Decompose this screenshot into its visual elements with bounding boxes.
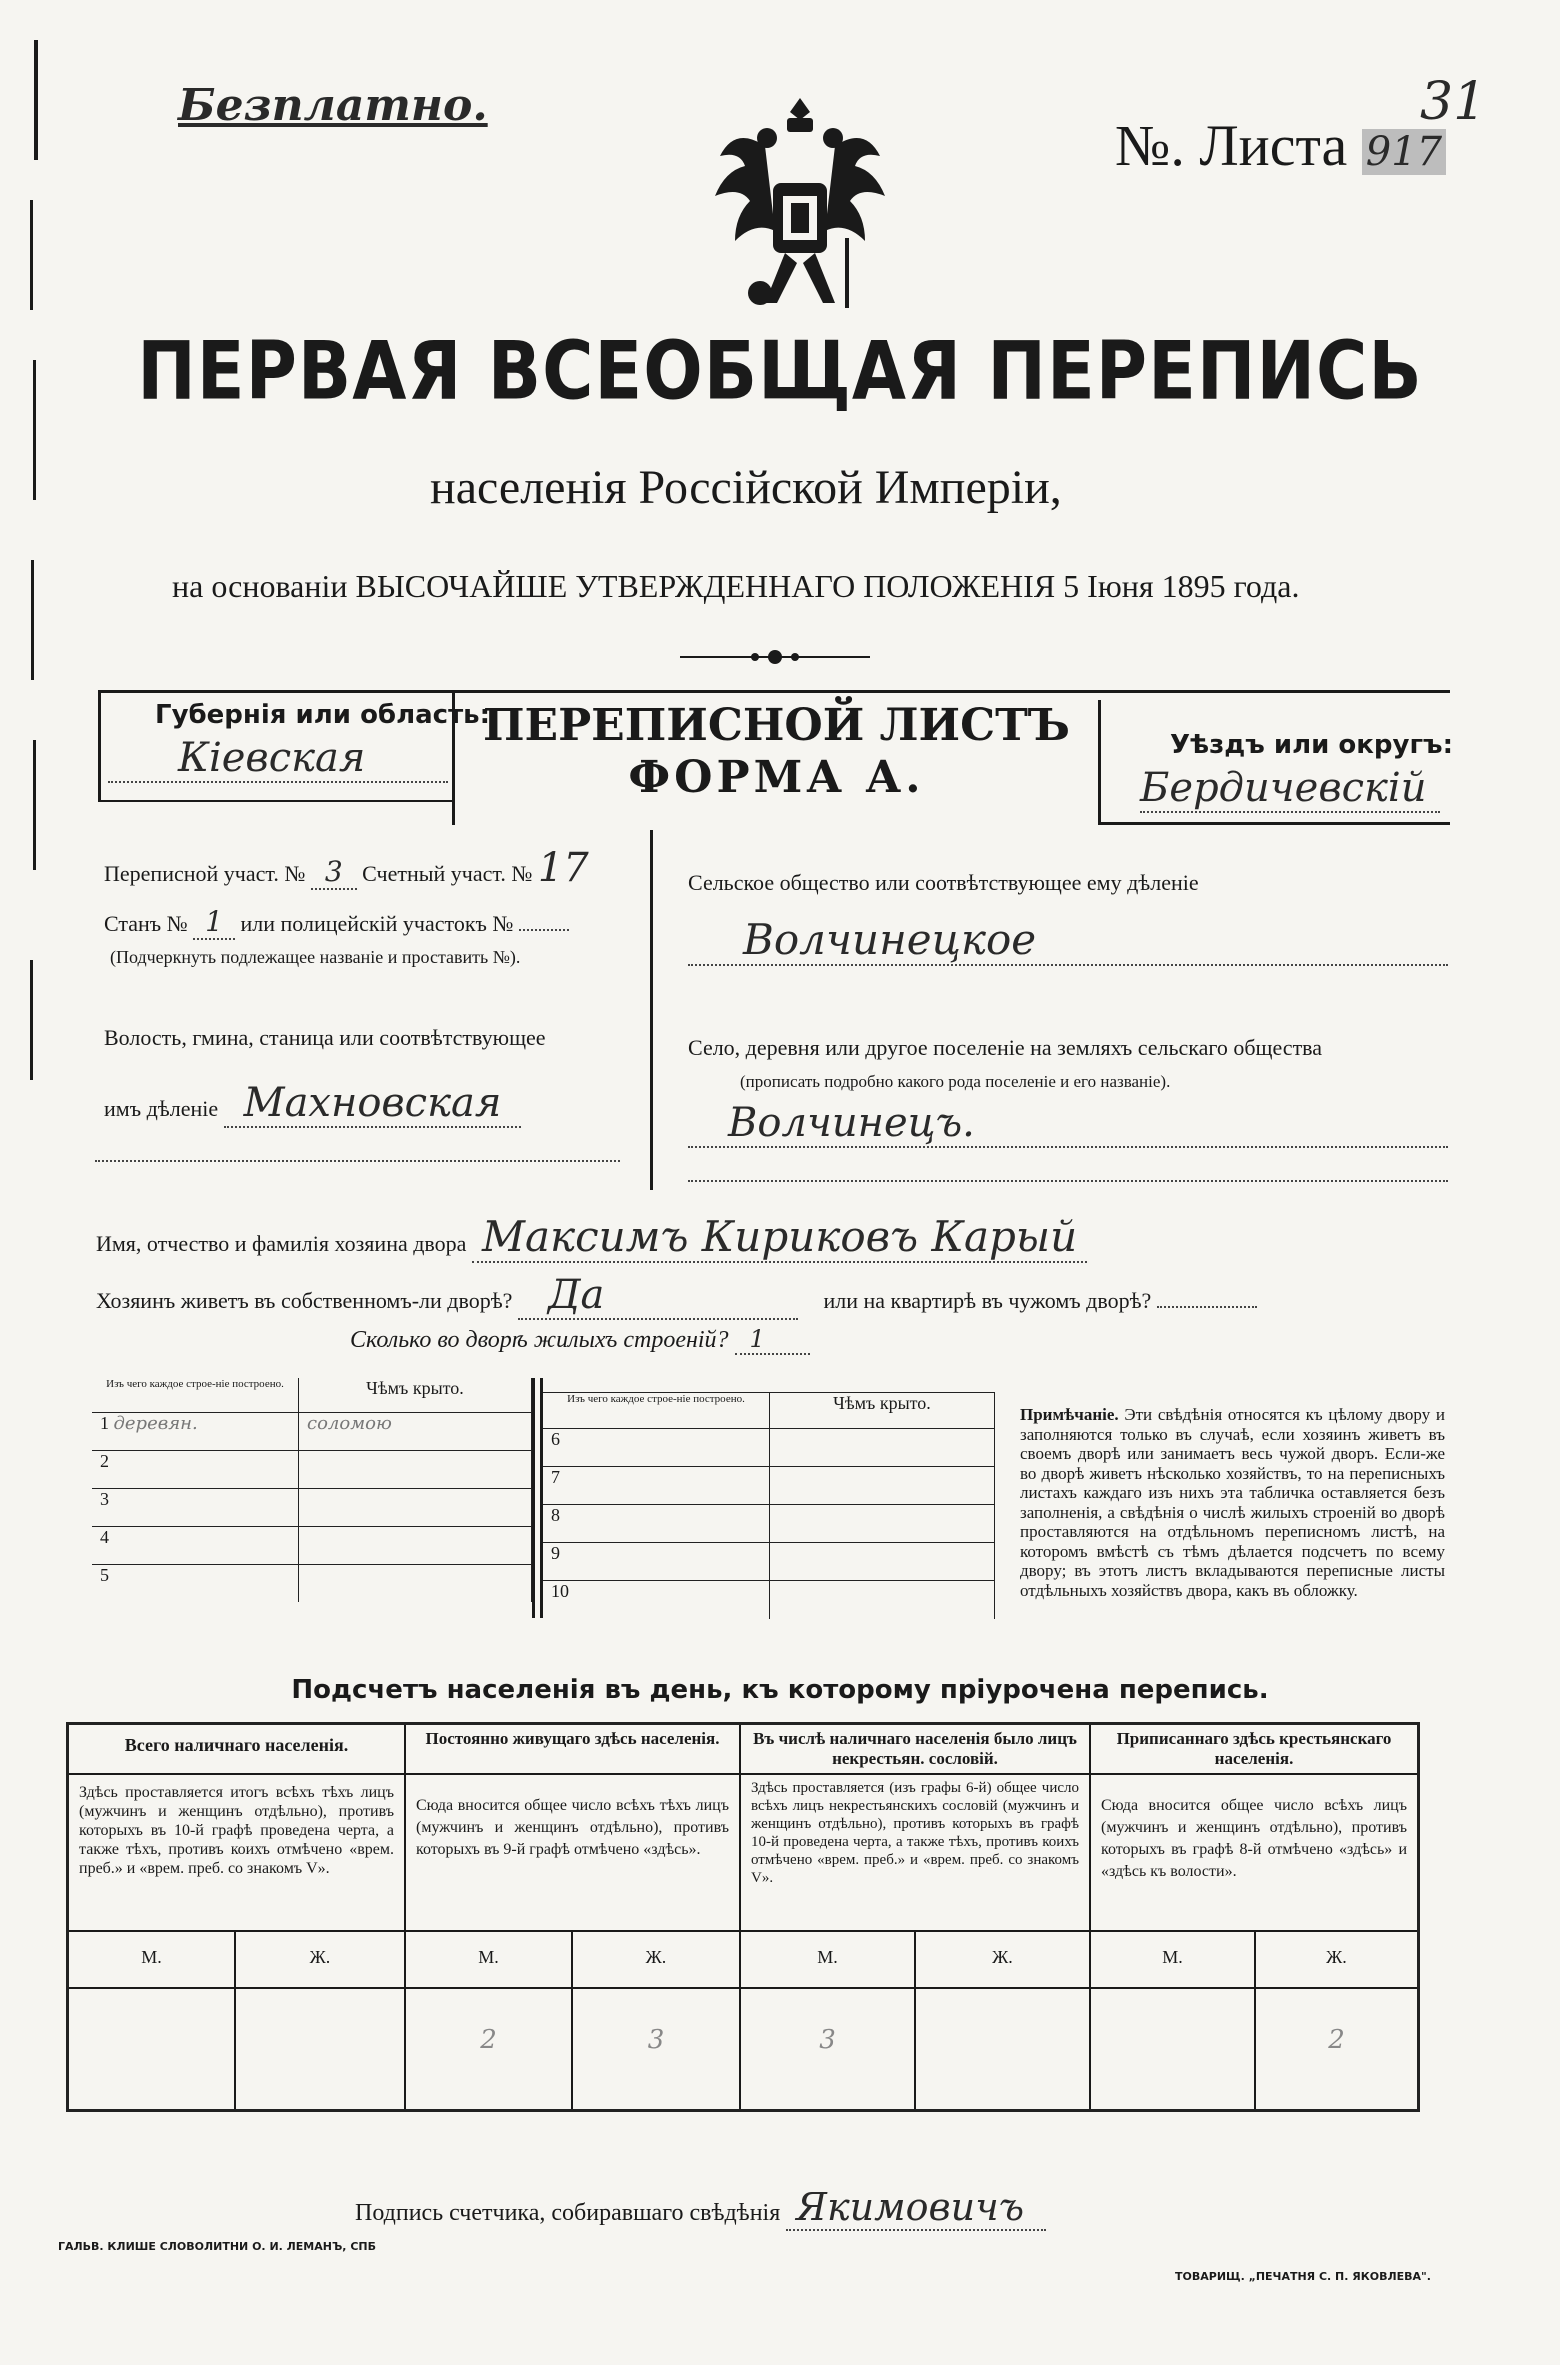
summary-col-3-f-value: 2 (1328, 2025, 1345, 2055)
summary-col-0-header: Всего наличнаго населенія. (124, 1735, 349, 1755)
printer-left: ГАЛЬВ. КЛИШЕ СЛОВОЛИТНИ О. И. ЛЕМАНЪ, СПБ (58, 2240, 376, 2253)
table-row: 1 деревян. (92, 1412, 299, 1450)
summary-col-1-f-label: Ж. (645, 1947, 667, 1967)
table-row: 8 (543, 1505, 770, 1543)
own-yard-label: Хозяинъ живетъ въ собственномъ-ли дворѣ? (96, 1288, 513, 1313)
uezd-label: Уѣздъ или округъ: (1170, 730, 1453, 760)
volost-label-2: имъ дѣленіе (104, 1096, 219, 1121)
sheet-corner-mark: 31 (1420, 72, 1487, 132)
census-district-label: Переписной участ. № (104, 861, 306, 886)
table-row: 6 (543, 1429, 770, 1467)
table-header-material: Изъ чего каждое строе-ніе построено. (92, 1378, 299, 1412)
table-header-material: Изъ чего каждое строе-ніе построено. (543, 1393, 770, 1429)
buildings-table-right (543, 1392, 995, 1619)
note-text: Эти свѣдѣнія относятся къ цѣлому двору и заполняются только въ случаѣ, если хозяинъ живетъ въ своемъ дворѣ или занимаетъ весь чужой дворъ. Если-же во дворѣ живетъ нѣсколько хозяйствъ, то на переписныхъ листахъ каждаго изъ нихъ эта табличка оставляется безъ заполненія, а свѣдѣнія о числѣ жилыхъ строеній во дворѣ проставляются на отдѣльномъ переписномъ листѣ, на которомъ вмѣстѣ съ тѣмъ дѣлается подсчетъ по всему двору; въ этотъ листъ вкладываются переписные листы отдѣльныхъ хозяйствъ двора, какъ въ обложку. (1020, 1405, 1446, 1600)
sheet-number (1115, 112, 1446, 179)
village-hint: (прописать подробно какого рода поселеніе и его названіе). (740, 1072, 1171, 1091)
table-row: 4 (92, 1526, 299, 1564)
summary-col-0-f-label: Ж. (309, 1947, 331, 1967)
summary-col-2-desc: Здѣсь проставляется (изъ графы 6-й) общее число всѣхъ лицъ некрестьянскихъ сословій (мужчинъ и женщинъ отдѣльно), противъ которыхъ въ графѣ 10-й проведена черта, а также тѣхъ, противъ коихъ отмѣчено «врем. преб.» и «врем. преб. со знакомъ V». (751, 1780, 1079, 1886)
summary-col-3-header: Приписаннаго здѣсь крестьянскаго населенія. (1116, 1729, 1392, 1768)
table-row: 5 (92, 1564, 299, 1602)
summary-col-2-m-value: 3 (819, 2025, 836, 2055)
own-yard-row (96, 1272, 1257, 1320)
police-hint: (Подчеркнуть подлежащее названіе и проставить №). (110, 947, 521, 967)
uezd-value: Бердичевскій (1140, 765, 1440, 813)
volost-value: Махновская (224, 1080, 522, 1128)
sheet-no-value: 917 (1362, 129, 1446, 175)
buildings-value: 1 (735, 1325, 810, 1355)
gubernia-label: Губернія или область: (155, 700, 490, 730)
gubernia-value: Кіевская (108, 735, 448, 783)
signature-label: Подпись счетчика, собиравшаго свѣдѣнія (355, 2200, 781, 2226)
summary-col-0-m-label: М. (141, 1947, 162, 1967)
note-block (1020, 1405, 1445, 1600)
volost-row (104, 1080, 521, 1126)
subtitle: населенія Россійской Имперіи, (430, 461, 1062, 514)
summary-col-1-desc: Сюда вносится общее число всѣхъ тѣхъ лицъ (мужчинъ и женщинъ отдѣльно), противъ которыхъ въ 9-й графѣ отмѣчено «здѣсь». (416, 1797, 729, 1858)
summary-col-3-m-label: М. (1162, 1947, 1183, 1967)
buildings-table-left: Изъ чего каждое строе-ніе построено. Чѣмъ крыто. 1 деревян. соломою 2 3 4 5 (92, 1378, 532, 1602)
buildings-label: Сколько во дворѣ жилыхъ строеній? (350, 1327, 729, 1353)
form-title: ПЕРЕПИСНОЙ ЛИСТЪ (483, 700, 1070, 751)
summary-table (66, 1722, 1420, 2112)
summary-col-1-m-value: 2 (480, 2025, 497, 2055)
census-district-value: 3 (311, 855, 357, 890)
police-label: или полицейскій участокъ № (240, 911, 514, 936)
main-title: ПЕРВАЯ ВСЕОБЩАЯ ПЕРЕПИСЬ (137, 323, 1423, 419)
double-headed-eagle-icon (705, 88, 895, 323)
society-value: Волчинецкое (688, 915, 1448, 966)
village-value: Волчинецъ. (688, 1100, 1448, 1148)
summary-title: Подсчетъ населенія въ день, къ которому пріурочена перепись. (291, 1675, 1269, 1705)
summary-col-3-desc: Сюда вносится общее число всѣхъ лицъ (мужчинъ и женщинъ отдѣльно), противъ которыхъ въ графѣ 8-й отмѣчено «здѣсь» и «здѣсь къ волости». (1101, 1797, 1407, 1880)
buildings-row (350, 1325, 810, 1355)
summary-col-1-m-label: М. (478, 1947, 499, 1967)
count-district-label: Счетный участ. № (362, 861, 533, 886)
stan-row (104, 905, 569, 938)
census-district-row (104, 845, 589, 891)
rent-label: или на квартирѣ въ чужомъ дворѣ? (823, 1288, 1152, 1313)
sheet-no-label: №. Листа (1115, 113, 1348, 178)
signature-row (355, 2185, 1046, 2231)
basis-line: на основаніи ВЫСОЧАЙШЕ УТВЕРЖДЕННАГО ПОЛОЖЕНІЯ 5 Іюня 1895 года. (172, 568, 1300, 604)
table-header-roof: Чѣмъ крыто. (770, 1393, 995, 1429)
rent-value (1157, 1306, 1257, 1308)
summary-col-2-f-label: Ж. (992, 1947, 1013, 1967)
table-row: 2 (92, 1450, 299, 1488)
summary-col-1-header: Постоянно живущаго здѣсь населенія. (425, 1729, 720, 1748)
summary-col-0-desc: Здѣсь проставляется итогъ всѣхъ тѣхъ лицъ (мужчинъ и женщинъ отдѣльно), противъ которыхъ въ 10-й графѣ проведена черта, а также тѣхъ, противъ коихъ отмѣчено «врем. преб.» и «врем. преб. со знакомъ V». (79, 1784, 394, 1877)
own-yard-value: Да (518, 1272, 798, 1320)
owner-row (96, 1212, 1087, 1261)
summary-col-1-f-value: 3 (647, 2025, 665, 2055)
signature-value: Якимовичъ (786, 2185, 1046, 2231)
summary-col-2-header: Въ числѣ наличнаго населенія было лицъ некрестьян. сословій. (753, 1729, 1077, 1768)
village-label: Село, деревня или другое поселеніе на земляхъ сельскаго общества (688, 1035, 1323, 1060)
table-row: 10 (543, 1581, 770, 1619)
table-row: 3 (92, 1488, 299, 1526)
note-title: Примѣчаніе. (1020, 1405, 1119, 1424)
stan-value: 1 (193, 905, 235, 940)
table-row: 7 (543, 1467, 770, 1505)
summary-col-3-f-label: Ж. (1326, 1947, 1347, 1967)
owner-name-value: Максимъ Кириковъ Карый (472, 1212, 1087, 1263)
form-type: ФОРМА А. (628, 752, 925, 803)
printer-right: ТОВАРИЩ. „ПЕЧАТНЯ С. П. ЯКОВЛЕВА". (1175, 2270, 1431, 2283)
table-row: 9 (543, 1543, 770, 1581)
ornament-divider (680, 646, 870, 668)
stan-label: Станъ № (104, 911, 188, 936)
count-district-value: 17 (537, 845, 589, 891)
volost-label: Волость, гмина, станица или соотвѣтствующее (104, 1025, 546, 1050)
table-header-roof: Чѣмъ крыто. (299, 1378, 532, 1412)
owner-name-label: Имя, отчество и фамилія хозяина двора (96, 1231, 467, 1256)
society-label: Сельское общество или соотвѣтствующее ему дѣленіе (688, 870, 1199, 895)
free-label: Безплатно. (178, 80, 488, 131)
summary-col-2-m-label: М. (817, 1947, 838, 1967)
